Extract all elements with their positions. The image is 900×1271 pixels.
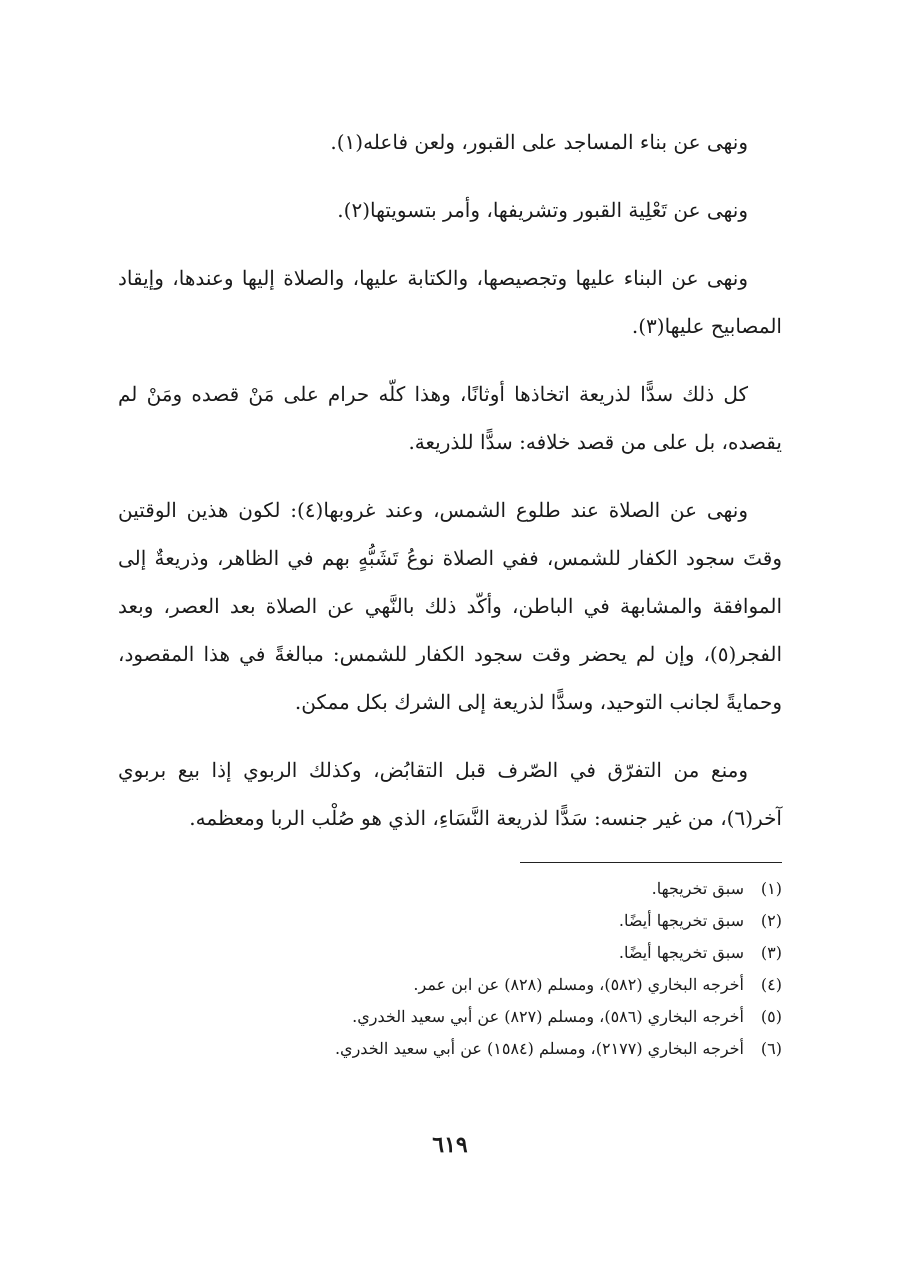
footnote-text: سبق تخريجها أيضًا. [618,943,744,962]
paragraph: ونهى عن تَعْلِية القبور وتشريفها، وأمر بتسويتها(٢). [337,198,748,222]
page-number: ٦١٩ [432,1132,468,1158]
footnote-number: (١) [760,879,782,898]
footnotes [118,873,782,1065]
footnote [118,905,782,937]
footnote-text: سبق تخريجها. [651,879,744,898]
paragraph: ونهى عن بناء المساجد على القبور، ولعن فاعله(١). [330,130,748,154]
footnote-text: أخرجه البخاري (٥٨٢)، ومسلم (٨٢٨) عن ابن عمر. [413,975,744,994]
footnote [118,969,782,1001]
paragraph: كل ذلك سدًّا لذريعة اتخاذها أوثانًا، وهذا كلّه حرام على مَنْ قصده ومَنْ لم يقصده، بل على من قصد خلافه: سدًّا للذريعة. [118,382,782,454]
footnote [118,1033,782,1065]
footnote-number: (٤) [760,975,782,994]
footnote-text: أخرجه البخاري (٢١٧٧)، ومسلم (١٥٨٤) عن أبي سعيد الخدري. [334,1039,744,1058]
footnote-separator [520,862,782,863]
footnote-number: (٥) [760,1007,782,1026]
footnote [118,1001,782,1033]
paragraph: ونهى عن الصلاة عند طلوع الشمس، وعند غروبها(٤): لكون هذين الوقتين وقتَ سجود الكفار للشمس، ففي الصلاة نوعُ تَشَبُّهٍ بهم في الظاهر، وذريعةٌ إلى الموافقة والمشابهة في الباطن، وأكّد ذلك بالنَّهي عن الصلاة بعد العصر، وبعد الفجر(٥)، وإن لم يحضر وقت سجود الكفار للشمس: مبالغةً في هذا المقصود، وحمايةً لجانب التوحيد، وسدًّا لذريعة إلى الشرك بكل ممكن. [118,498,782,714]
footnote-number: (٣) [760,943,782,962]
paragraph: ومنع من التفرّق في الصّرف قبل التقابُض، وكذلك الربوي إذا بيع بربوي آخر(٦)، من غير جنسه: سَدًّا لذريعة النَّسَاءِ، الذي هو صُلْب الربا ومعظمه. [118,758,782,830]
footnote-text: سبق تخريجها أيضًا. [618,911,744,930]
footnote [118,937,782,969]
paragraph: ونهى عن البناء عليها وتجصيصها، والكتابة عليها، والصلاة إليها وعندها، وإيقاد المصابيح عليها(٣). [118,266,782,338]
footnote [118,873,782,905]
page-body [118,118,782,1065]
footnote-number: (٦) [760,1039,782,1058]
footnote-text: أخرجه البخاري (٥٨٦)، ومسلم (٨٢٧) عن أبي سعيد الخدري. [352,1007,744,1026]
footnote-number: (٢) [760,911,782,930]
